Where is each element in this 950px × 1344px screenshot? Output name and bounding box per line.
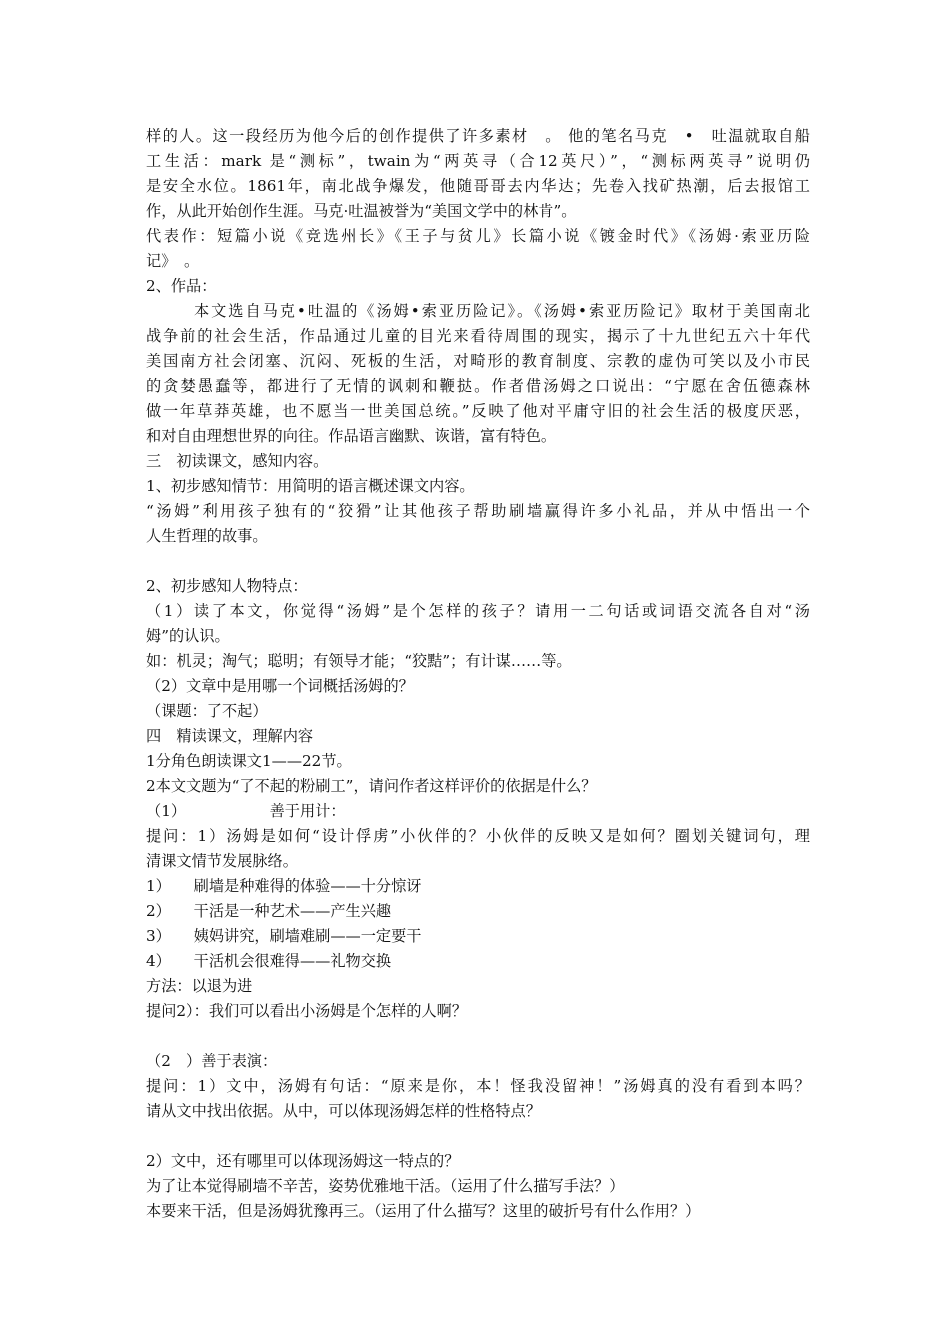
text-line: 提问：1）汤姆是如何“设计俘虏”小伙伴的？小伙伴的反映又是如何？圈划关键词句，理 [146,827,810,845]
text-line: 清课文情节发展脉络。 [146,852,298,870]
text-line: 2） 干活是一种艺术——产生兴趣 [146,902,392,920]
text-line: 三 初读课文，感知内容。 [146,452,329,470]
text-line: 如：机灵；淘气；聪明；有领导才能；“狡黠”；有计谋……等。 [146,652,572,670]
text-line: 请从文中找出依据。从中，可以体现汤姆怎样的性格特点？ [146,1102,541,1120]
text-line: 和对自由理想世界的向往。作品语言幽默、诙谐，富有特色。 [146,427,557,445]
text-line: 姆”的认识。 [146,627,230,645]
blank-line [146,1024,810,1049]
text-line: “汤姆”利用孩子独有的“狡猾”让其他孩子帮助刷墙赢得许多小礼品，并从中悟出一个 [146,502,810,520]
text-line: 的贪婪愚蠢等，都进行了无情的讽刺和鞭挞。作者借汤姆之口说出：“宁愿在舍伍德森林 [146,377,810,395]
text-line: 样的人。这一段经历为他今后的创作提供了许多素材 。 他的笔名马克 • 吐温就取自船 [146,127,810,145]
text-line: 2、初步感知人物特点： [146,577,308,595]
text-line: 2）文中，还有哪里可以体现汤姆这一特点的？ [146,1152,460,1170]
text-line: 为了让本觉得刷墙不辛苦，姿势优雅地干活。（运用了什么描写手法？） [146,1177,625,1195]
text-line: 四 精读课文，理解内容 [146,727,314,745]
text-line: （1） 善于用计： [146,802,346,820]
text-line: 人生哲理的故事。 [146,527,268,545]
text-line: （2）文章中是用哪一个词概括汤姆的？ [146,677,414,695]
text-line: 1、初步感知情节：用简明的语言概述课文内容。 [146,477,475,495]
document-body [146,124,810,1224]
text-line: （2 ）善于表演： [146,1052,278,1070]
blank-line [146,549,810,574]
text-line: 战争前的社会生活，作品通过儿童的目光来看待周围的现实，揭示了十九世纪五六十年代 [146,327,810,345]
text-line: 提问：1）文中，汤姆有句话：“原来是你，本！怪我没留神！”汤姆真的没有看到本吗？ [146,1077,810,1095]
text-line: 2本文文题为“了不起的粉刷工”，请问作者这样评价的依据是什么？ [146,777,597,795]
text-line: 记》 。 [146,252,200,270]
text-line: （课题：了不起） [146,702,268,720]
text-line: 4） 干活机会很难得——礼物交换 [146,952,392,970]
text-line: 2、作品： [146,277,217,295]
text-line: 是安全水位。1861年，南北战争爆发，他随哥哥去内华达；先卷入找矿热潮，后去报馆工 [146,177,810,195]
blank-line [146,1124,810,1149]
text-line: 作，从此开始创作生涯。马克·吐温被誉为“美国文学中的林肯”。 [146,202,577,220]
text-line: 美国南方社会闭塞、沉闷、死板的生活，对畸形的教育制度、宗教的虚伪可笑以及小市民 [146,352,810,370]
text-line: 1分角色朗读课文1——22节。 [146,752,352,770]
text-line: 本文选自马克•吐温的《汤姆•索亚历险记》。《汤姆•索亚历险记》取材于美国南北 [194,302,810,320]
text-line: （1）读了本文，你觉得“汤姆”是个怎样的孩子？请用一二句话或词语交流各自对“汤 [146,602,810,620]
text-line: 提问2）：我们可以看出小汤姆是个怎样的人啊？ [146,1002,468,1020]
text-line: 1） 刷墙是种难得的体验——十分惊讶 [146,877,422,895]
text-line: 本要来干活，但是汤姆犹豫再三。（运用了什么描写？这里的破折号有什么作用？） [146,1202,701,1220]
text-line: 工生活：mark 是“测标”，twain为“两英寻（合12英尺）”，“测标两英寻”说明仍 [146,152,810,170]
text-line: 做一年草莽英雄，也不愿当一世美国总统。”反映了他对平庸守旧的社会生活的极度厌恶， [146,402,810,420]
text-line: 3） 姨妈讲究，刷墙难刷——一定要干 [146,927,422,945]
text-line: 代表作：短篇小说《竞选州长》《王子与贫儿》长篇小说《镀金时代》《汤姆·索亚历险 [146,227,810,245]
text-line: 方法：以退为进 [146,977,253,995]
